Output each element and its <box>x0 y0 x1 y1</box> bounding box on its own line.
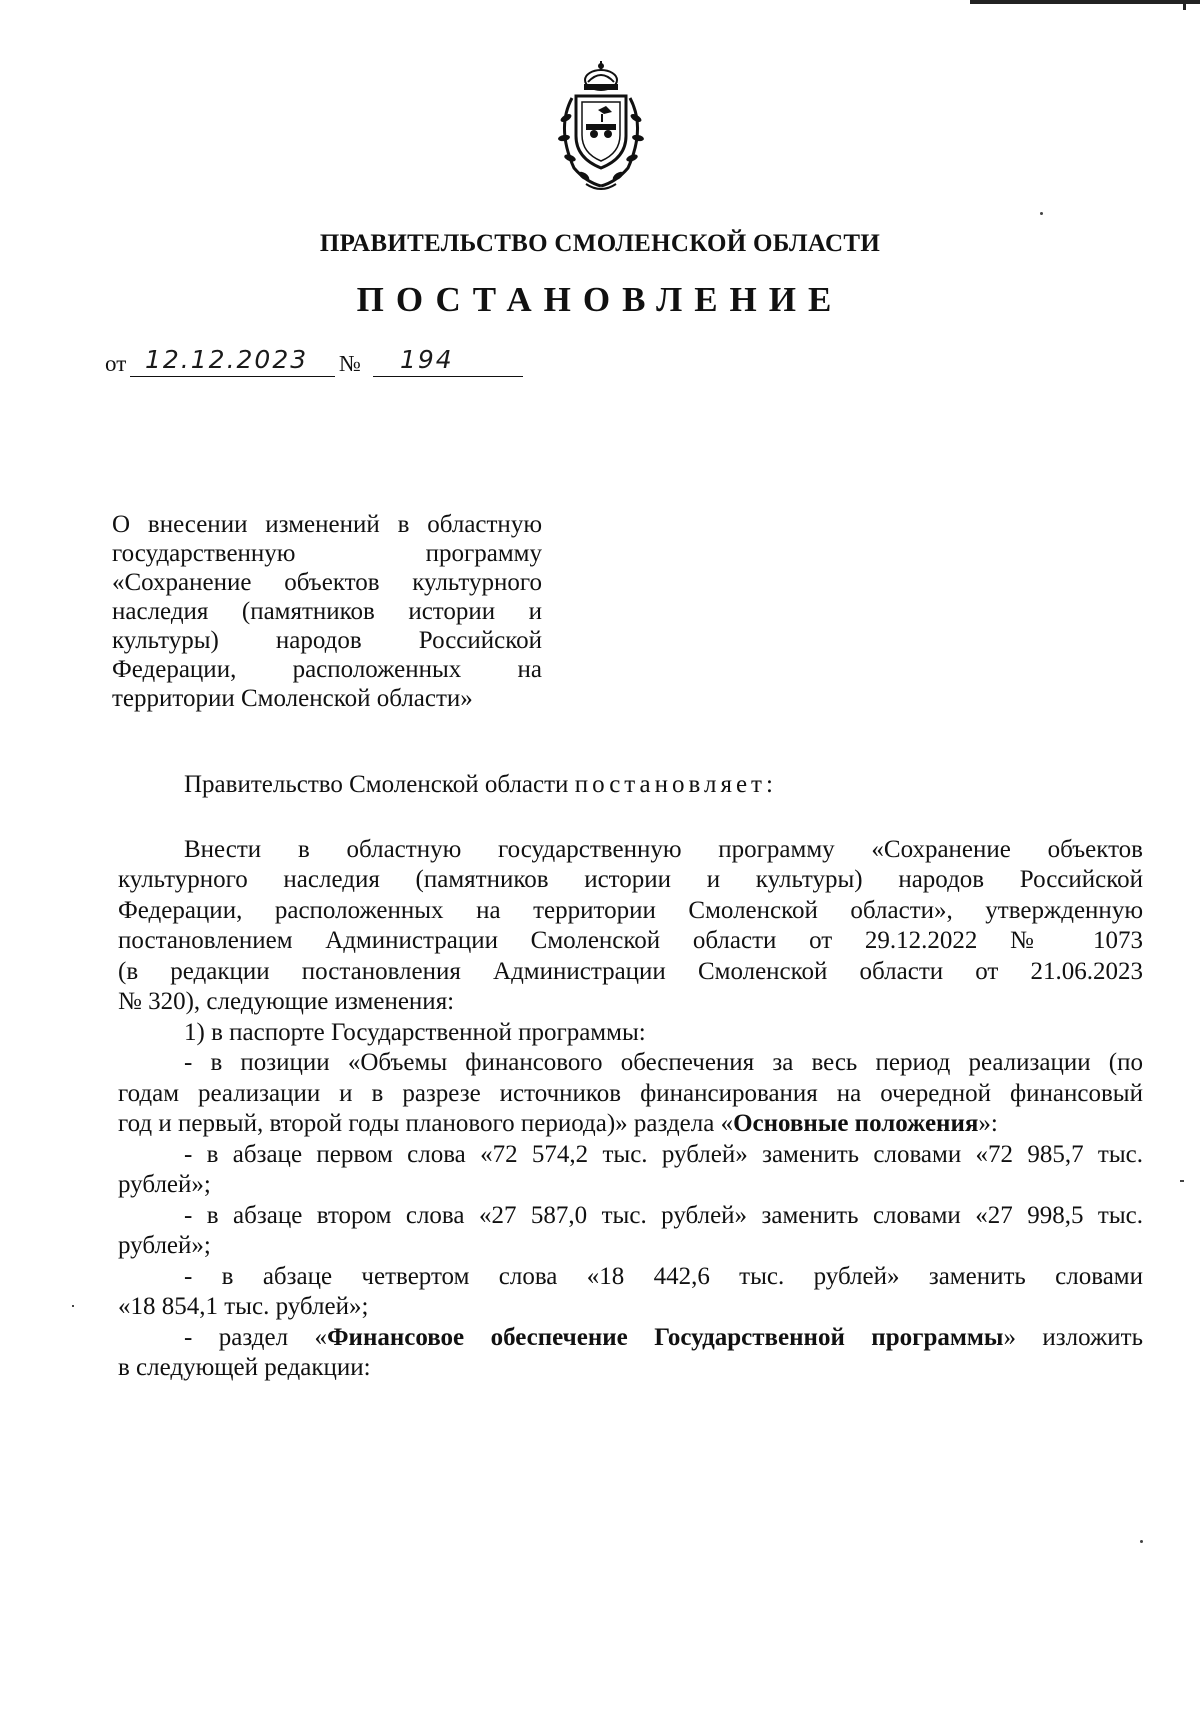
preamble-colon: : <box>765 771 773 798</box>
number-underline <box>373 376 523 377</box>
preamble <box>118 770 1143 801</box>
paragraph-1-change: - в абзаце первом слова «72 574,2 тыс. рублей» заменить словами «72 985,7 тыс. <box>184 1140 1143 1168</box>
intro-line: Федерации, расположенных на территории Смоленской области», утвержденную <box>118 896 1143 924</box>
position-text: год и первый, второй годы планового периода)» раздела « <box>118 1110 734 1137</box>
position-line: годам реализации и в разрезе источников финансирования на очередной финансовый <box>118 1079 1143 1107</box>
subject-line: «Сохранение объектов культурного <box>112 569 542 596</box>
document-body <box>118 770 1143 1384</box>
position-line: - в позиции «Объемы финансового обеспечения за весь период реализации (по <box>184 1049 1143 1076</box>
position-text: »: <box>978 1110 998 1137</box>
item-1: 1) в паспорте Государственной программы: <box>184 1018 646 1046</box>
section-change <box>118 1323 1143 1354</box>
intro-line: (в редакции постановления Администрации Смоленской области от 21.06.2023 <box>118 957 1143 985</box>
date-label: от <box>105 351 127 376</box>
document-type-title: ПОСТАНОВЛЕНИЕ <box>356 280 844 319</box>
subject-line: государственную программу <box>112 540 542 567</box>
handwritten-date: 12.12.2023 <box>145 345 309 374</box>
subject-line: О внесении изменений в областную <box>112 511 542 538</box>
crown-icon <box>584 61 618 90</box>
paragraph-2-change-cont: рублей»; <box>118 1232 211 1259</box>
intro-line: постановлением Администрации Смоленской области от 29.12.2022 № 1073 <box>118 927 1143 954</box>
intro-line: Внести в областную государственную программу «Сохранение объектов <box>184 835 1143 863</box>
scan-speck <box>72 1305 74 1307</box>
position-line <box>118 1109 1143 1140</box>
scan-speck <box>1040 212 1043 215</box>
handwritten-number: 194 <box>400 345 454 374</box>
section-title-bold: Финансовое обеспечение Государственной программы <box>327 1323 1004 1351</box>
date-number-line <box>105 345 525 379</box>
scan-speck <box>1140 1540 1143 1543</box>
organization-title: ПРАВИТЕЛЬСТВО СМОЛЕНСКОЙ ОБЛАСТИ <box>319 230 881 257</box>
paragraph-2-change: - в абзаце втором слова «27 587,0 тыс. рублей» заменить словами «27 998,5 тыс. <box>184 1201 1143 1229</box>
paragraph-1-change-cont: рублей»; <box>118 1171 211 1198</box>
intro-line: культурного наследия (памятников истории и культуры) народов Российской <box>118 866 1143 893</box>
preamble-verb: постановляет <box>574 771 766 798</box>
subject-line: культуры) народов Российской <box>112 627 542 654</box>
scan-speck <box>1180 1180 1184 1182</box>
coat-of-arms-emblem <box>546 58 656 196</box>
scan-edge-mark <box>970 0 1200 4</box>
section-text: - раздел « <box>184 1323 328 1351</box>
number-label: № <box>339 351 361 376</box>
subject-line: территории Смоленской области» <box>112 685 473 712</box>
section-name-bold: Основные положения <box>733 1110 979 1137</box>
paragraph-4-change-cont: «18 854,1 тыс. рублей»; <box>118 1293 369 1320</box>
section-text: » изложить <box>1003 1323 1143 1351</box>
intro-line: № 320), следующие изменения: <box>118 988 455 1015</box>
document-subject <box>112 510 542 713</box>
date-underline <box>130 376 335 377</box>
paragraph-4-change: - в абзаце четвертом слова «18 442,6 тыс. рублей» заменить словами <box>184 1262 1143 1290</box>
scan-edge-tick <box>1183 0 1186 10</box>
subject-line: наследия (памятников истории и <box>112 598 542 625</box>
section-change-cont: в следующей редакции: <box>118 1354 371 1381</box>
subject-line: Федерации, расположенных на <box>112 656 542 683</box>
preamble-text: Правительство Смоленской области <box>184 771 575 798</box>
